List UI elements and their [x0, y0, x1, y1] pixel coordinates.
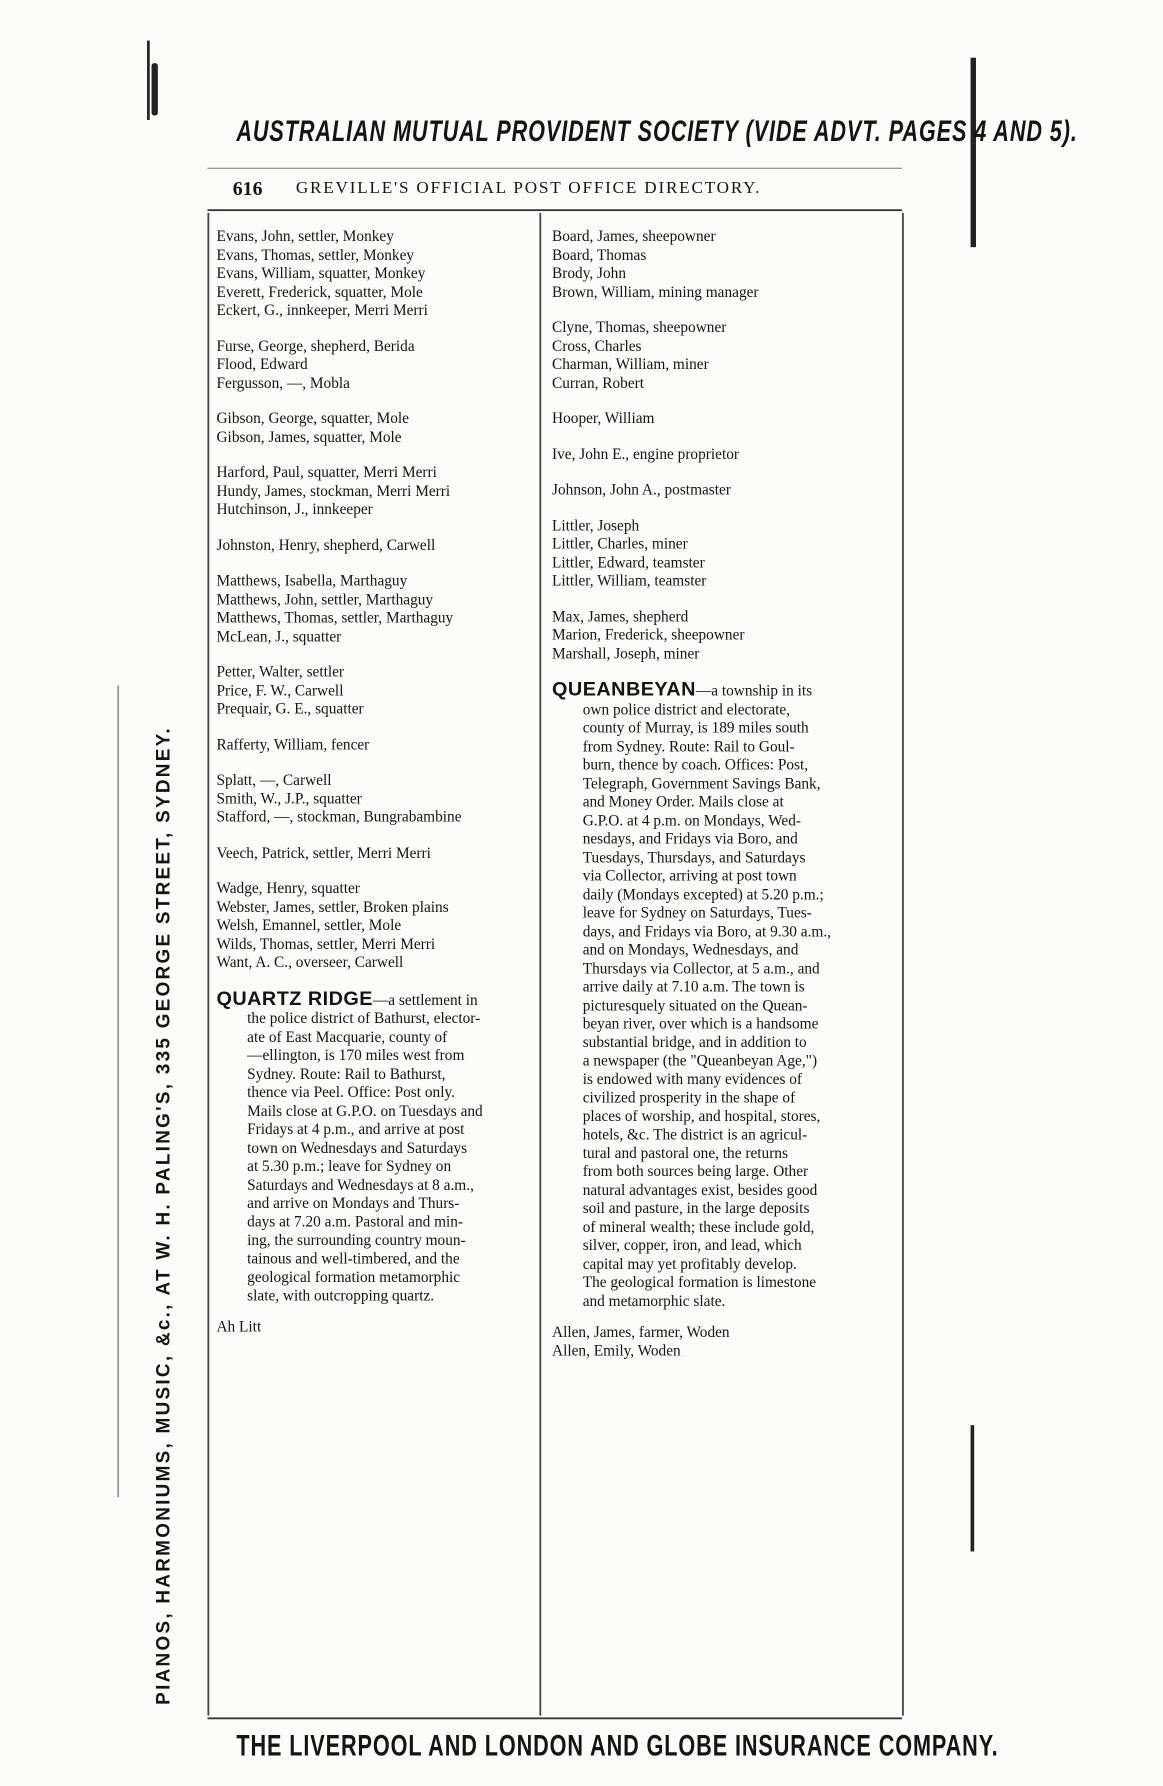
directory-title: GREVILLE'S OFFICIAL POST OFFICE DIRECTORY.	[295, 178, 762, 198]
left-column	[216, 227, 527, 1353]
place-text-line: and Money Order. Mails close at	[582, 792, 784, 811]
entry-group	[552, 445, 886, 463]
directory-entry: Hutchinson, J., innkeeper	[216, 500, 373, 518]
column-divider	[539, 213, 540, 1716]
directory-entry: Wadge, Henry, squatter	[216, 879, 360, 897]
directory-entry: Smith, W., J.P., squatter	[216, 789, 362, 807]
entry-group	[216, 410, 527, 447]
directory-entry: Wilds, Thomas, settler, Merri Merri	[216, 934, 436, 953]
place-description	[552, 677, 886, 1311]
directory-entry: Allen, Emily, Woden	[552, 1341, 681, 1359]
directory-entry: Eckert, G., innkeeper, Merri Merri	[216, 301, 428, 319]
place-text-line: arrive daily at 7.10 a.m. The town is	[582, 977, 805, 995]
place-first-line	[552, 677, 886, 700]
place-text-line: civilized prosperity in the shape of	[582, 1088, 796, 1106]
place-name-heading: QUARTZ RIDGE	[216, 986, 373, 1009]
scan-mark	[971, 58, 976, 247]
place-text-line: and arrive on Mondays and Thurs-	[247, 1194, 460, 1212]
place-text-line: at 5.30 p.m.; leave for Sydney on	[247, 1157, 452, 1175]
place-text-line: Saturdays and Wednesdays at 8 a.m.,	[247, 1175, 474, 1193]
place-first-line	[216, 986, 527, 1009]
place-text-line: leave for Sydney on Saturdays, Tues-	[582, 903, 812, 921]
place-text-line: of mineral wealth; these include gold,	[582, 1218, 815, 1236]
directory-entry: Littler, Joseph	[552, 516, 640, 534]
side-advertisement-banner: PIANOS, HARMONIUMS, MUSIC, &c., AT W. H. PALING'S, 335 GEORGE STREET, SYDNEY.	[153, 726, 175, 1705]
entry-group	[552, 410, 886, 428]
directory-entry: Gibson, George, squatter, Mole	[216, 409, 409, 427]
directory-entry: Johnston, Henry, shepherd, Carwell	[216, 536, 436, 554]
directory-entry: Want, A. C., overseer, Carwell	[216, 953, 404, 971]
directory-entry: Matthews, John, settler, Marthaguy	[216, 590, 434, 608]
directory-entry: Marshall, Joseph, miner	[552, 644, 700, 662]
place-text-line: the police district of Bathurst, elector-	[247, 1009, 481, 1027]
place-text-line: slate, with outcropping quartz.	[247, 1286, 435, 1304]
directory-entry: Clyne, Thomas, sheepowner	[552, 318, 727, 336]
directory-entry: Everett, Frederick, squatter, Mole	[216, 282, 423, 300]
place-text-line: days at 7.20 a.m. Pastoral and min-	[247, 1212, 464, 1230]
place-description	[216, 986, 527, 1305]
scan-mark	[117, 686, 119, 1498]
directory-entry: Harford, Paul, squatter, Merri Merri	[216, 463, 437, 481]
directory-entry: Ive, John E., engine proprietor	[552, 445, 739, 463]
place-text-line: from both sources being large. Other	[582, 1162, 809, 1180]
directory-entry: Hundy, James, stockman, Merri Merri	[216, 482, 451, 500]
directory-entry: Ah Litt	[216, 1317, 262, 1335]
place-text-line: days, and Fridays via Boro, at 9.30 a.m.,	[582, 922, 832, 940]
scan-mark	[971, 1425, 975, 1551]
right-column	[552, 227, 886, 1377]
directory-entry: Prequair, G. E., squatter	[216, 699, 364, 718]
place-text-line: geological formation metamorphic	[247, 1268, 461, 1286]
directory-entry: Charman, William, miner	[552, 355, 709, 373]
directory-entry: Allen, James, farmer, Woden	[552, 1323, 730, 1341]
place-text-line: from Sydney. Route: Rail to Goul-	[582, 737, 795, 755]
directory-entry: Matthews, Thomas, settler, Marthaguy	[216, 608, 454, 627]
place-text-line: a newspaper (the "Queanbeyan Age,")	[582, 1051, 818, 1069]
place-text-line: picturesquely situated on the Quean-	[582, 996, 808, 1014]
place-text-line: Mails close at G.P.O. on Tuesdays and	[247, 1101, 483, 1119]
directory-entry: Cross, Charles	[552, 336, 642, 355]
entry-group	[216, 1318, 527, 1336]
directory-entry: Littler, Edward, teamster	[552, 553, 705, 571]
place-text-line: Telegraph, Government Savings Bank,	[582, 774, 821, 792]
place-text-line: capital may yet profitably develop.	[582, 1255, 797, 1273]
bottom-advertisement-banner: THE LIVERPOOL AND LONDON AND GLOBE INSURANCE COMPANY.	[236, 1730, 999, 1763]
place-text-line: G.P.O. at 4 p.m. on Mondays, Wed-	[582, 811, 801, 829]
entry-group	[552, 318, 886, 392]
place-text-line: tural and pastoral one, the returns	[582, 1144, 788, 1162]
directory-entry: Veech, Patrick, settler, Merri Merri	[216, 843, 431, 861]
directory-entry: Board, Thomas	[552, 245, 647, 263]
entry-group	[216, 464, 527, 519]
directory-entry: Rafferty, William, fencer	[216, 735, 370, 753]
header-top-rule	[207, 168, 902, 169]
entry-group	[552, 1323, 886, 1360]
place-text-line: daily (Mondays excepted) at 5.20 p.m.;	[582, 885, 824, 903]
place-text-line: soil and pasture, in the large deposits	[582, 1199, 810, 1217]
place-text-line: Thursdays via Collector, at 5 a.m., and	[582, 959, 820, 977]
entry-group	[552, 608, 886, 663]
directory-entry: Stafford, —, stockman, Bungrabambine	[216, 808, 462, 826]
directory-entry: Littler, Charles, miner	[552, 534, 688, 553]
entry-group	[216, 536, 527, 554]
place-text-line: places of worship, and hospital, stores,	[582, 1107, 821, 1125]
place-text-line: and on Mondays, Wednesdays, and	[582, 940, 799, 958]
place-text-line: thence via Peel. Office: Post only.	[247, 1083, 455, 1101]
directory-entry: Brown, William, mining manager	[552, 282, 759, 300]
place-text-line: nesdays, and Fridays via Boro, and	[582, 829, 798, 847]
place-text-line: via Collector, arriving at post town	[582, 866, 797, 884]
place-text-line: ate of East Macquarie, county of	[247, 1027, 448, 1045]
directory-entry: Petter, Walter, settler	[216, 662, 345, 681]
place-text-line: own police district and electorate,	[582, 700, 791, 718]
place-text-line: and metamorphic slate.	[582, 1292, 726, 1310]
place-text-line: is endowed with many evidences of	[582, 1070, 803, 1088]
directory-entry: Gibson, James, squatter, Mole	[216, 428, 402, 446]
place-text-line: ing, the surrounding country moun-	[247, 1231, 466, 1249]
top-advertisement-banner: AUSTRALIAN MUTUAL PROVIDENT SOCIETY (VIDE ADVT. PAGES 4 AND 5).	[236, 115, 1078, 149]
place-text-line: town on Wednesdays and Saturdays	[247, 1138, 468, 1156]
entry-group	[552, 516, 886, 590]
directory-entry: Price, F. W., Carwell	[216, 681, 344, 699]
place-intro: —a township in its	[695, 681, 813, 700]
place-text-line: county of Murray, is 189 miles south	[582, 718, 809, 737]
entry-group	[216, 572, 527, 646]
directory-entry: Brody, John	[552, 264, 627, 282]
entry-group	[552, 481, 886, 499]
directory-entry: Hooper, William	[552, 409, 655, 427]
entry-group	[216, 663, 527, 718]
entry-group	[216, 879, 527, 971]
directory-entry: Furse, George, shepherd, Berida	[216, 336, 415, 355]
directory-entry: Welsh, Emannel, settler, Mole	[216, 916, 402, 934]
place-text-line: natural advantages exist, besides good	[582, 1181, 818, 1199]
directory-entry: Fergusson, —, Mobla	[216, 373, 350, 392]
place-text-line: —ellington, is 170 miles west from	[247, 1046, 465, 1064]
entry-group	[216, 227, 527, 319]
directory-entry: Webster, James, settler, Broken plains	[216, 897, 449, 916]
place-text-line: The geological formation is limestone	[582, 1273, 817, 1291]
place-text-line: Fridays at 4 p.m., and arrive at post	[247, 1120, 465, 1138]
place-text-line: silver, copper, iron, and lead, which	[582, 1236, 802, 1254]
header-bottom-rule	[207, 209, 902, 211]
entry-group	[216, 337, 527, 392]
directory-entry: Johnson, John A., postmaster	[552, 480, 731, 498]
directory-entry: Evans, John, settler, Monkey	[216, 227, 394, 245]
place-text-line: Sydney. Route: Rail to Bathurst,	[247, 1064, 446, 1082]
directory-entry: Max, James, shepherd	[552, 607, 689, 625]
place-text-line: hotels, &c. The district is an agricul-	[582, 1125, 808, 1143]
place-text-line: Tuesdays, Thursdays, and Saturdays	[582, 848, 806, 866]
footer-rule	[207, 1717, 902, 1718]
directory-entry: Matthews, Isabella, Marthaguy	[216, 571, 408, 590]
scan-mark	[147, 41, 150, 120]
place-name-heading: QUEANBEYAN	[552, 677, 696, 700]
directory-entry: Littler, William, teamster	[552, 571, 707, 590]
directory-entry: Flood, Edward	[216, 355, 308, 373]
directory-entry: Evans, William, squatter, Monkey	[216, 264, 426, 282]
left-column-border	[207, 213, 208, 1716]
right-column-border	[902, 213, 903, 1716]
place-intro: —a settlement in	[372, 990, 478, 1009]
directory-entry: Curran, Robert	[552, 373, 645, 392]
directory-entry: Marion, Frederick, sheepowner	[552, 626, 745, 644]
directory-entry: Splatt, —, Carwell	[216, 771, 332, 789]
entry-group	[216, 771, 527, 826]
directory-entry: Board, James, sheepowner	[552, 227, 716, 245]
place-text-line: tainous and well-timbered, and the	[247, 1249, 460, 1267]
directory-entry: Evans, Thomas, settler, Monkey	[216, 245, 415, 263]
page-number: 616	[232, 176, 263, 200]
scan-mark	[152, 63, 158, 115]
entry-group	[552, 227, 886, 301]
entry-group	[216, 844, 527, 862]
place-text-line: substantial bridge, and in addition to	[582, 1033, 807, 1051]
directory-entry: McLean, J., squatter	[216, 627, 342, 645]
place-text-line: burn, thence by coach. Offices: Post,	[582, 755, 809, 774]
entry-group	[216, 736, 527, 754]
place-text-line: beyan river, over which is a handsome	[582, 1014, 819, 1032]
